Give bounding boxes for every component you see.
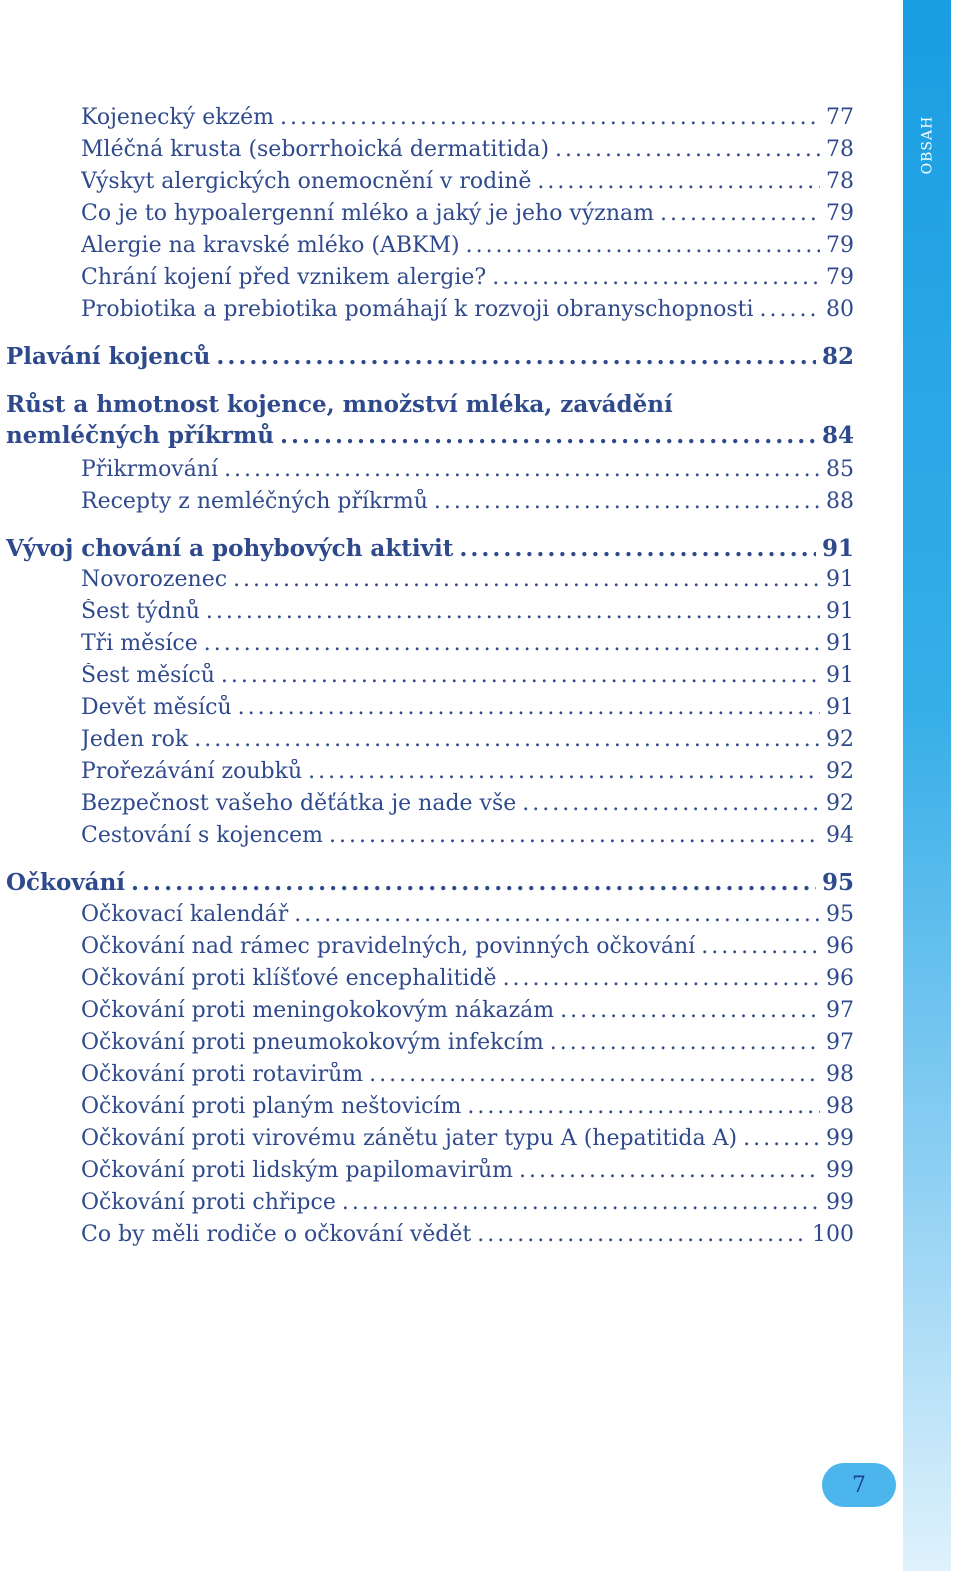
- dot-leader: [280, 105, 820, 130]
- toc-entry-page: 99: [826, 1190, 854, 1215]
- toc-entry-title: Očkování proti meningokokovým nákazám: [81, 998, 555, 1023]
- toc-entry[interactable]: [81, 265, 854, 290]
- toc-entry-page: 79: [826, 265, 854, 290]
- toc-entry[interactable]: [81, 663, 854, 688]
- dot-leader: [369, 1062, 820, 1087]
- toc-entry-title: Očkovací kalendář: [81, 902, 289, 927]
- toc-entry[interactable]: [81, 1062, 854, 1087]
- toc-entry-page: 91: [826, 567, 854, 592]
- dot-leader: [233, 567, 820, 592]
- toc-entry-page: 97: [826, 1030, 854, 1055]
- toc-entry[interactable]: [81, 137, 854, 162]
- toc-section-title-line1: Růst a hmotnost kojence, množství mléka, zavádění: [6, 391, 673, 418]
- toc-entry[interactable]: [81, 823, 854, 848]
- dot-leader: [743, 1126, 820, 1151]
- toc-section[interactable]: [6, 535, 854, 562]
- toc-entry-title: Výskyt alergických onemocnění v rodině: [81, 169, 532, 194]
- dot-leader: [131, 869, 816, 896]
- toc-entry-page: 92: [826, 727, 854, 752]
- toc-entry[interactable]: [81, 934, 854, 959]
- toc-entry[interactable]: [81, 201, 854, 226]
- toc-section-title: Plavání kojenců: [6, 343, 211, 370]
- toc-entry-title: Prořezávání zoubků: [81, 759, 303, 784]
- toc-entry-title: Bezpečnost vašeho děťátka je nade vše: [81, 791, 517, 816]
- toc-entry-title: Přikrmování: [81, 457, 219, 482]
- toc-entry-page: 92: [826, 759, 854, 784]
- dot-leader: [224, 457, 820, 482]
- toc-entry-page: 96: [826, 934, 854, 959]
- toc-entry-page: 78: [826, 137, 854, 162]
- toc-section-title: Očkování: [6, 869, 126, 896]
- toc-entry-title: Recepty z nemléčných příkrmů: [81, 489, 428, 514]
- toc-entry-title: Šest týdnů: [81, 599, 200, 624]
- dot-leader: [308, 759, 820, 784]
- toc-entry[interactable]: [81, 1190, 854, 1215]
- toc-section-page: 95: [821, 869, 854, 896]
- toc-entry-page: 79: [826, 201, 854, 226]
- toc-entry-title: Očkování proti planým neštovicím: [81, 1094, 462, 1119]
- toc-entry-page: 96: [826, 966, 854, 991]
- sidebar-label: [903, 110, 951, 180]
- toc-entry[interactable]: [81, 297, 854, 322]
- toc-entry-title: Šest měsíců: [81, 663, 215, 688]
- toc-section-page: 84: [821, 422, 854, 449]
- toc-entry-title: Alergie na kravské mléko (ABKM): [81, 233, 460, 258]
- toc-entry[interactable]: [81, 1222, 854, 1247]
- dot-leader: [522, 791, 820, 816]
- dot-leader: [238, 695, 820, 720]
- toc-entry[interactable]: [81, 457, 854, 482]
- toc-section[interactable]: [6, 869, 854, 896]
- toc-entry[interactable]: [81, 759, 854, 784]
- dot-leader: [550, 1030, 820, 1055]
- toc-section[interactable]: [6, 391, 854, 449]
- dot-leader: [459, 535, 816, 562]
- toc-entry[interactable]: [81, 233, 854, 258]
- toc-entry-page: 97: [826, 998, 854, 1023]
- toc-entry[interactable]: [81, 1030, 854, 1055]
- dot-leader: [466, 233, 820, 258]
- toc-entry-title: Očkování proti lidským papilomavirům: [81, 1158, 514, 1183]
- toc-entry-title: Mléčná krusta (seborrhoická dermatitida): [81, 137, 550, 162]
- toc-entry-page: 79: [826, 233, 854, 258]
- toc-entry-page: 95: [826, 902, 854, 927]
- toc-entry-page: 91: [826, 631, 854, 656]
- toc-entry-page: 88: [826, 489, 854, 514]
- toc-entry[interactable]: [81, 567, 854, 592]
- dot-leader: [555, 137, 820, 162]
- toc-entry-title: Co by měli rodiče o očkování vědět: [81, 1222, 472, 1247]
- dot-leader: [194, 727, 820, 752]
- toc-entry-page: 77: [826, 105, 854, 130]
- toc-entry-page: 99: [826, 1126, 854, 1151]
- toc-entry-title: Chrání kojení před vznikem alergie?: [81, 265, 487, 290]
- dot-leader: [221, 663, 820, 688]
- toc-entry-title: Cestování s kojencem: [81, 823, 324, 848]
- toc-entry-page: 98: [826, 1094, 854, 1119]
- toc-entry[interactable]: [81, 1094, 854, 1119]
- dot-leader: [519, 1158, 820, 1183]
- toc-entry-title: Co je to hypoalergenní mléko a jaký je jeho význam: [81, 201, 655, 226]
- dot-leader: [434, 489, 820, 514]
- dot-leader: [216, 343, 816, 370]
- page-number: 7: [852, 1472, 866, 1498]
- dot-leader: [760, 297, 820, 322]
- dot-leader: [206, 599, 820, 624]
- dot-leader: [701, 934, 820, 959]
- toc-entry-title: Tři měsíce: [81, 631, 198, 656]
- toc-entry[interactable]: [81, 727, 854, 752]
- toc-entry[interactable]: [81, 489, 854, 514]
- toc-entry[interactable]: [81, 695, 854, 720]
- dot-leader: [560, 998, 820, 1023]
- toc-entry-page: 91: [826, 663, 854, 688]
- toc-entry-title: Očkování proti virovému zánětu jater typu A (hepatitida A): [81, 1126, 738, 1151]
- dot-leader: [477, 1222, 806, 1247]
- sidebar-label-text: OBSAH: [919, 115, 935, 175]
- toc-entry-page: 91: [826, 599, 854, 624]
- toc-entry[interactable]: [81, 105, 854, 130]
- toc-entry-page: 78: [826, 169, 854, 194]
- toc-entry-title: Očkování nad rámec pravidelných, povinných očkování: [81, 934, 696, 959]
- toc-entry-title: Očkování proti rotavirům: [81, 1062, 364, 1087]
- dot-leader: [342, 1190, 820, 1215]
- toc-entry-title: Jeden rok: [81, 727, 189, 752]
- toc-entry[interactable]: [81, 631, 854, 656]
- toc-entry-title: Probiotika a prebiotika pomáhají k rozvoji obranyschopnosti: [81, 297, 754, 322]
- toc-entry-title: Novorozenec: [81, 567, 228, 592]
- toc-entry[interactable]: [81, 1126, 854, 1151]
- toc-entry-title: Očkování proti chřipce: [81, 1190, 336, 1215]
- toc-entry-title: Kojenecký ekzém: [81, 105, 275, 130]
- toc-entry-title: Očkování proti pneumokokovým infekcím: [81, 1030, 544, 1055]
- dot-leader: [204, 631, 820, 656]
- dot-leader: [280, 422, 816, 449]
- toc-entry[interactable]: [81, 791, 854, 816]
- toc-entry-title: Očkování proti klíšťové encephalitidě: [81, 966, 497, 991]
- dot-leader: [294, 902, 820, 927]
- toc-section-title: Vývoj chování a pohybových aktivit: [6, 535, 454, 562]
- toc-entry-page: 80: [826, 297, 854, 322]
- dot-leader: [492, 265, 820, 290]
- toc-entry-page: 98: [826, 1062, 854, 1087]
- toc-entry-page: 100: [812, 1222, 854, 1247]
- toc-entry-page: 94: [826, 823, 854, 848]
- toc-entry-page: 85: [826, 457, 854, 482]
- toc-entry[interactable]: [81, 902, 854, 927]
- toc-entry-page: 91: [826, 695, 854, 720]
- dot-leader: [660, 201, 820, 226]
- sidebar-tab: [903, 0, 951, 1571]
- page-number-badge: [822, 1463, 896, 1507]
- dot-leader: [503, 966, 820, 991]
- toc-section-title-line2: nemléčných příkrmů: [6, 422, 274, 449]
- toc-entry[interactable]: [81, 1158, 854, 1183]
- toc-entry[interactable]: [81, 169, 854, 194]
- toc-entry[interactable]: [81, 966, 854, 991]
- toc-entry[interactable]: [81, 599, 854, 624]
- toc-entry-page: 92: [826, 791, 854, 816]
- dot-leader: [467, 1094, 820, 1119]
- toc-entry[interactable]: [81, 998, 854, 1023]
- toc-section-page: 91: [821, 535, 854, 562]
- dot-leader: [537, 169, 820, 194]
- dot-leader: [329, 823, 820, 848]
- toc-entry-title: Devět měsíců: [81, 695, 232, 720]
- toc-entry-page: 99: [826, 1158, 854, 1183]
- toc-section-page: 82: [821, 343, 854, 370]
- toc-section[interactable]: [6, 343, 854, 370]
